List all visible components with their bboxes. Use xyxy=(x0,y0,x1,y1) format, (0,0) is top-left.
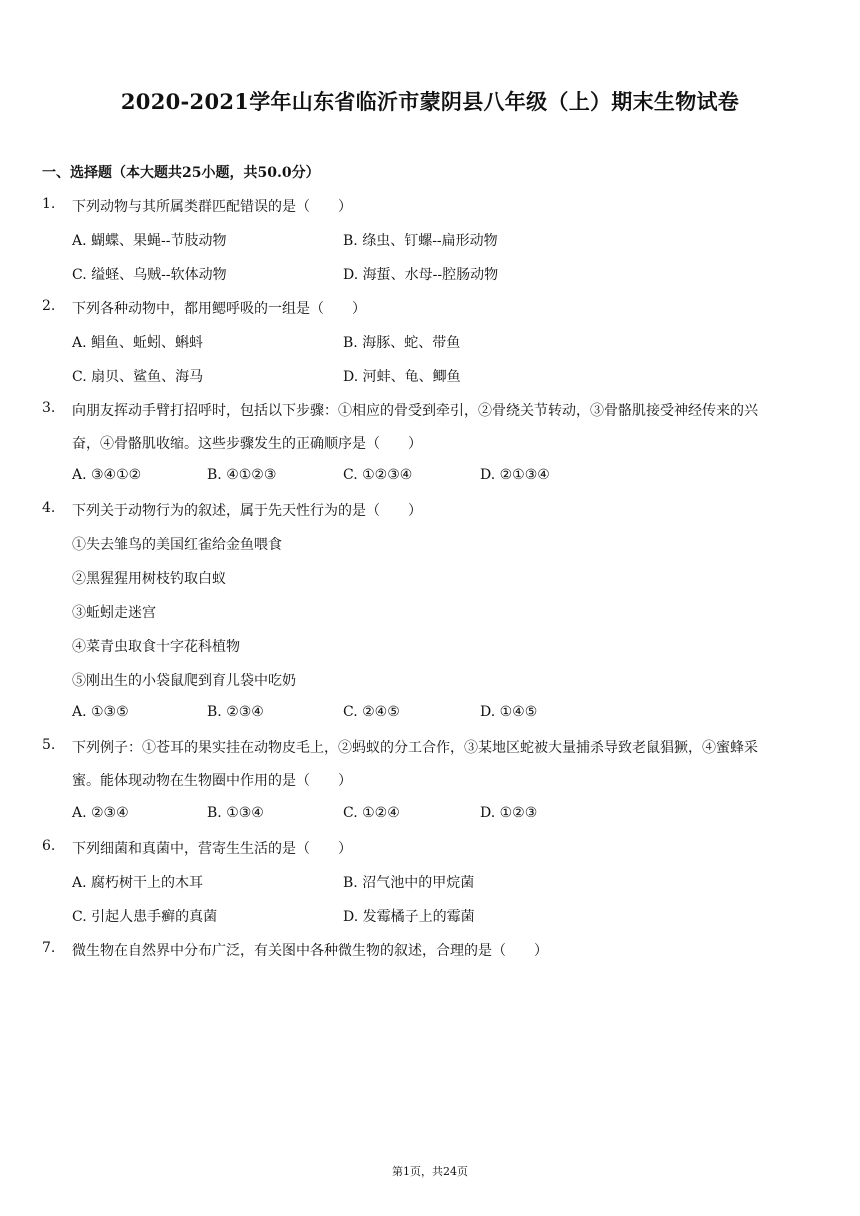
statement-3: ③蚯蚓走迷宫 xyxy=(72,605,156,621)
option-d: D. 河蚌、龟、鲫鱼 xyxy=(343,369,461,385)
option-b: B. ①③④ xyxy=(207,805,264,821)
option-c: C. 缢蛏、乌贼--软体动物 xyxy=(72,267,227,283)
option-a: A. 鲳鱼、蚯蚓、蝌蚪 xyxy=(72,335,204,351)
question-stem-line-2: 奋，④骨骼肌收缩。这些步骤发生的正确顺序是（ ） xyxy=(72,436,422,452)
option-b: B. ④①②③ xyxy=(207,467,277,483)
option-a: A. 腐朽树干上的木耳 xyxy=(72,875,204,891)
statement-5: ⑤刚出生的小袋鼠爬到育儿袋中吃奶 xyxy=(72,673,296,689)
option-b: B. 绦虫、钉螺--扁形动物 xyxy=(343,233,498,249)
question-stem-line-1: 下列例子：①苍耳的果实挂在动物皮毛上，②蚂蚁的分工合作，③某地区蛇被大量捕杀导致老鼠猖獗，④蜜蜂采 xyxy=(72,740,758,756)
question-number: 5. xyxy=(42,737,56,753)
option-a: A. ①③⑤ xyxy=(72,704,129,720)
option-b: B. ②③④ xyxy=(207,704,264,720)
option-c: C. ②④⑤ xyxy=(343,704,400,720)
option-c: C. 扇贝、鲨鱼、海马 xyxy=(72,369,204,385)
question-number: 4. xyxy=(42,500,56,516)
section-title: 一、选择题（本大题共25小题，共50.0分） xyxy=(42,165,320,181)
option-b: B. 沼气池中的甲烷菌 xyxy=(343,875,475,891)
question-number: 1. xyxy=(42,196,56,212)
question-number: 2. xyxy=(42,298,56,314)
option-a: A. ②③④ xyxy=(72,805,129,821)
option-a: A. 蝴蝶、果蝇--节肢动物 xyxy=(72,233,227,249)
question-stem-line-1: 向朋友挥动手臂打招呼时，包括以下步骤：①相应的骨受到牵引，②骨绕关节转动，③骨骼肌接受神经传来的兴 xyxy=(72,403,758,419)
option-d: D. 发霉橘子上的霉菌 xyxy=(343,909,475,925)
question-stem-line-2: 蜜。能体现动物在生物圈中作用的是（ ） xyxy=(72,773,352,789)
question-stem: 微生物在自然界中分布广泛，有关图中各种微生物的叙述，合理的是（ ） xyxy=(72,943,548,959)
question-stem: 下列动物与其所属类群匹配错误的是（ ） xyxy=(72,199,352,215)
question-number: 6. xyxy=(42,838,56,854)
question-stem: 下列细菌和真菌中，营寄生生活的是（ ） xyxy=(72,841,352,857)
statement-1: ①失去雏鸟的美国红雀给金鱼喂食 xyxy=(72,537,282,553)
page-footer: 第1页，共24页 xyxy=(392,1165,468,1178)
option-c: C. ①②③④ xyxy=(343,467,413,483)
statement-2: ②黑猩猩用树枝钓取白蚁 xyxy=(72,571,226,587)
question-number: 3. xyxy=(42,400,56,416)
question-stem: 下列各种动物中，都用鳃呼吸的一组是（ ） xyxy=(72,301,366,317)
option-c: C. 引起人患手癣的真菌 xyxy=(72,909,218,925)
option-d: D. ②①③④ xyxy=(480,467,550,483)
option-d: D. ①②③ xyxy=(480,805,538,821)
option-d: D. ①④⑤ xyxy=(480,704,538,720)
question-stem: 下列关于动物行为的叙述，属于先天性行为的是（ ） xyxy=(72,503,422,519)
option-c: C. ①②④ xyxy=(343,805,400,821)
page-title: 2020-2021学年山东省临沂市蒙阴县八年级（上）期末生物试卷 xyxy=(120,89,740,114)
option-d: D. 海蜇、水母--腔肠动物 xyxy=(343,267,499,283)
question-number: 7. xyxy=(42,940,56,956)
statement-4: ④菜青虫取食十字花科植物 xyxy=(72,639,240,655)
option-a: A. ③④①② xyxy=(72,467,142,483)
option-b: B. 海豚、蛇、带鱼 xyxy=(343,335,461,351)
